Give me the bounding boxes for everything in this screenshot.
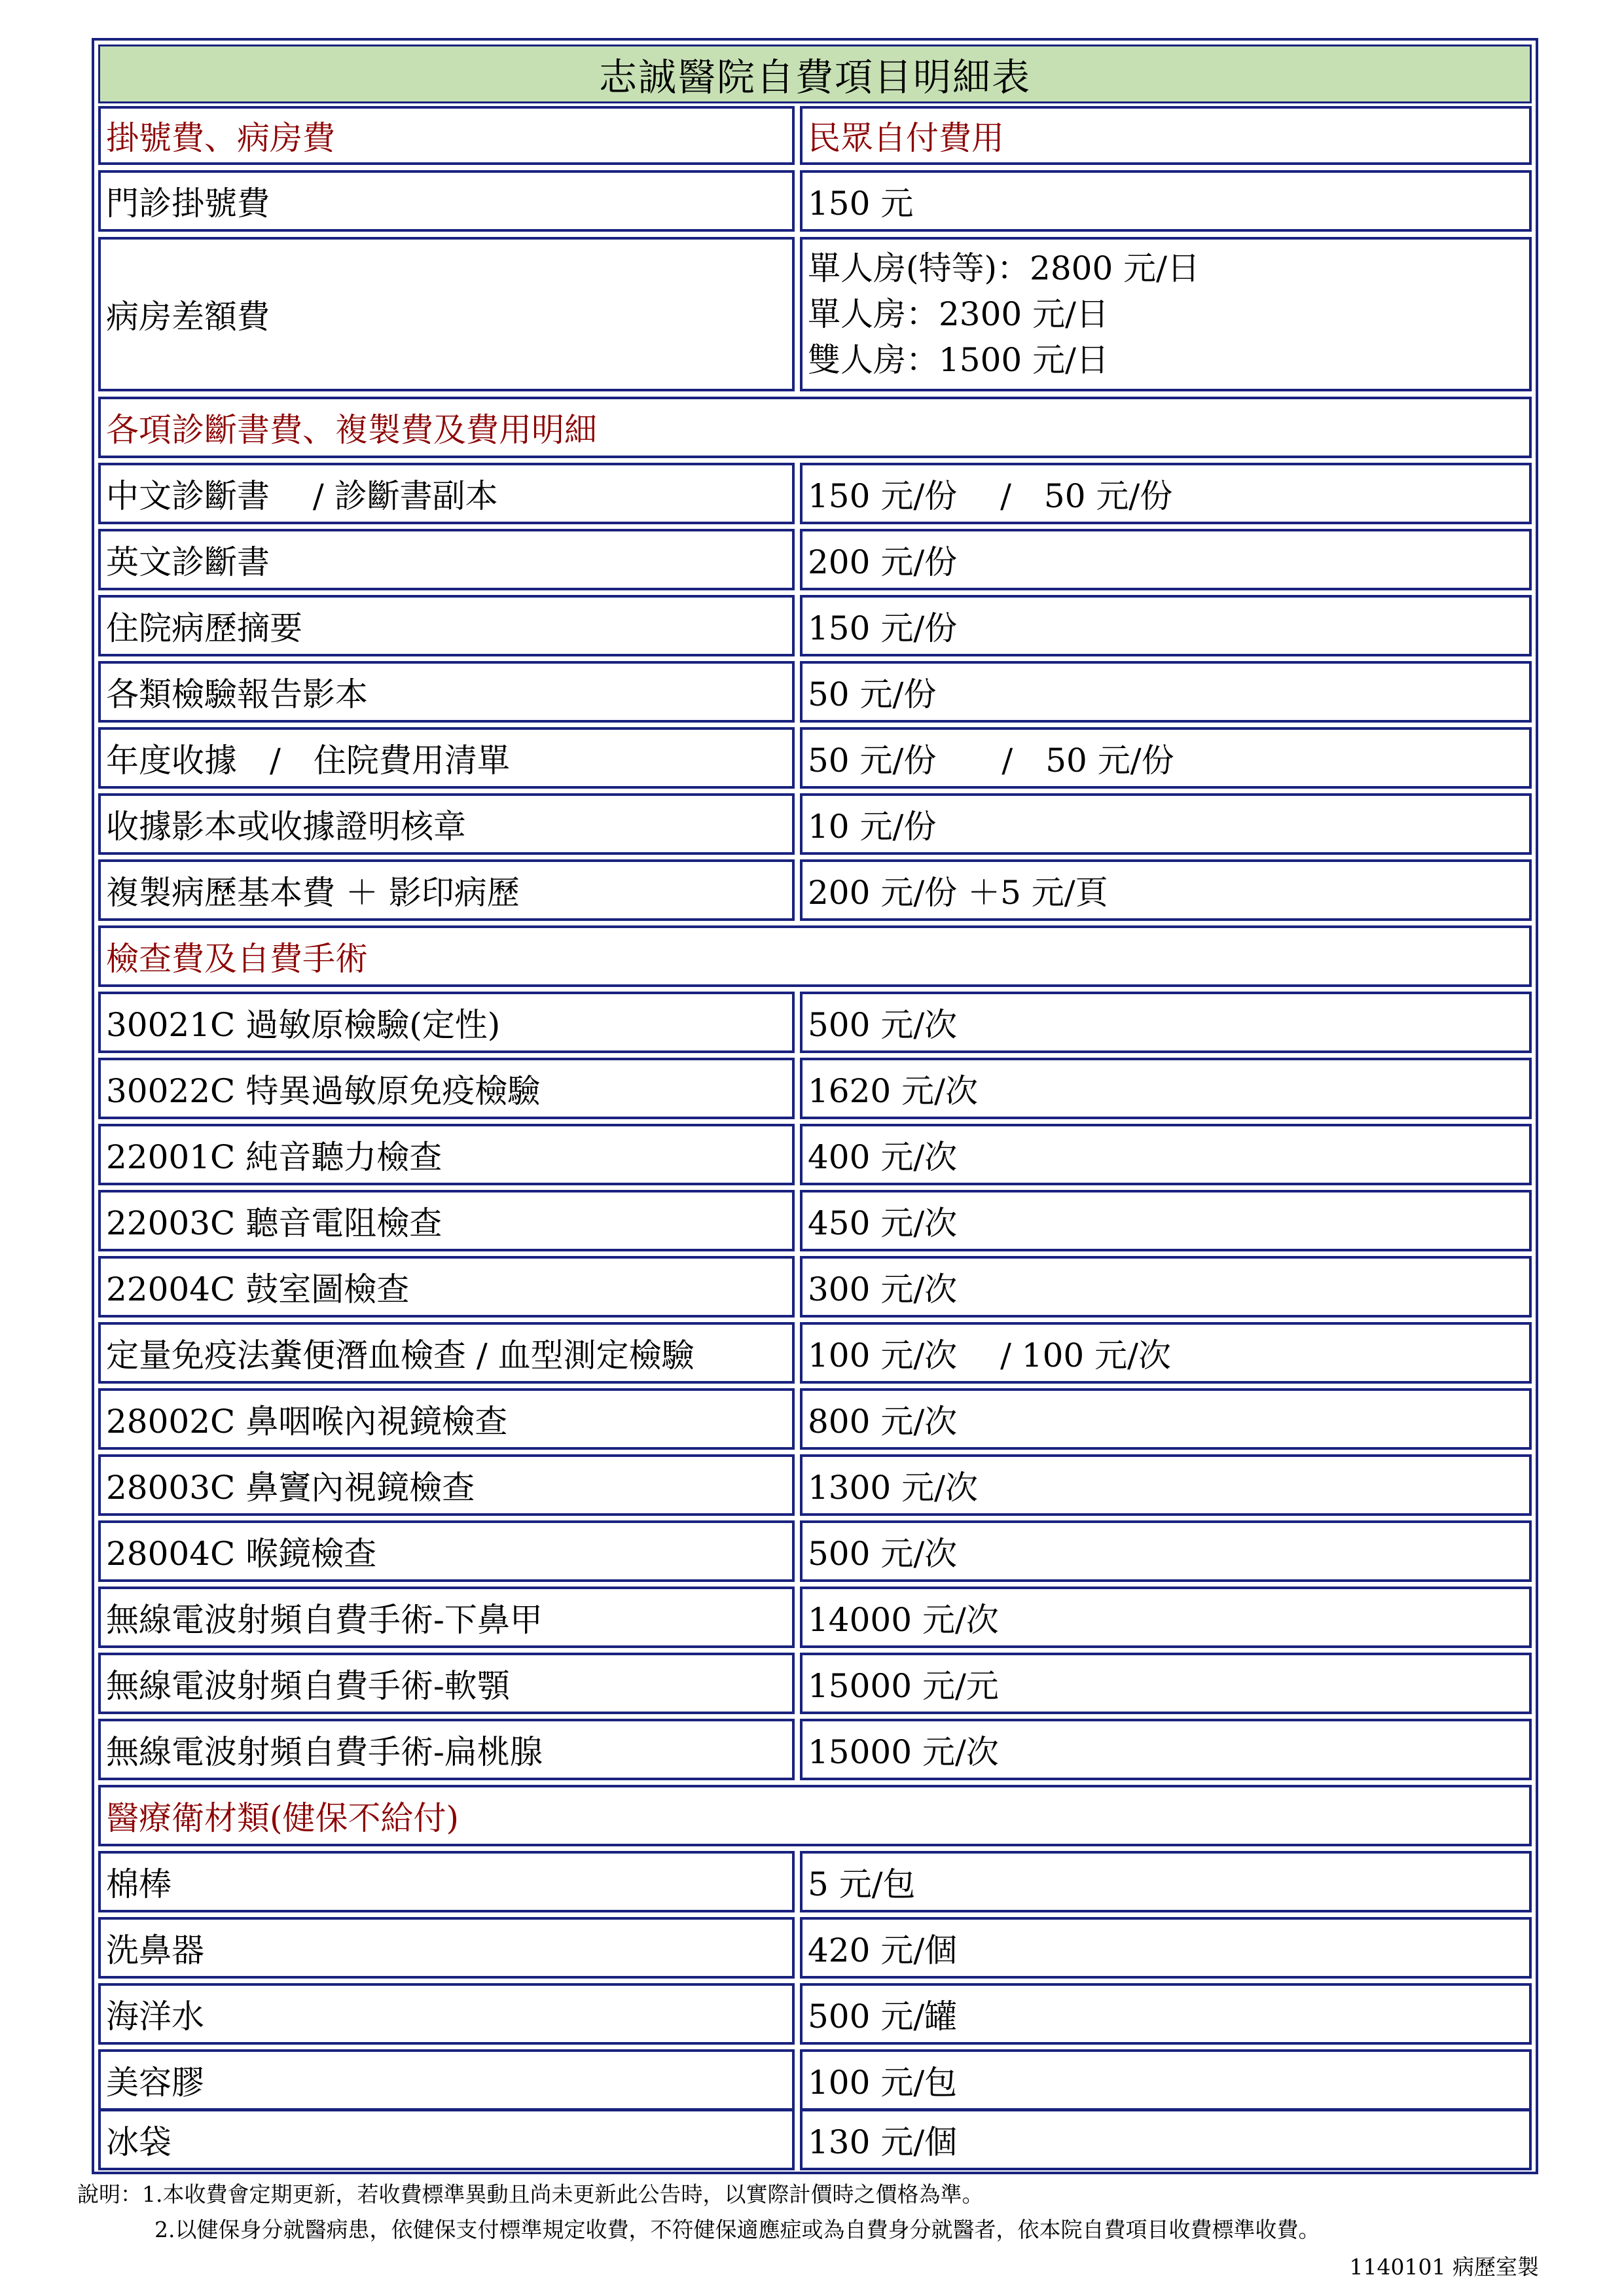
table-row-label: 28004C 喉鏡檢查	[98, 1520, 795, 1582]
note-1: 說明：1.本收費會定期更新，若收費標準異動且尚未更新此公告時，以實際計價時之價格為準。	[77, 2181, 984, 2207]
fee-table	[92, 38, 1538, 2174]
registration-label: 門診掛號費	[98, 170, 795, 232]
registration-value: 150 元	[800, 170, 1532, 232]
table-row-value: 500 元/次	[800, 1520, 1532, 1582]
table-row-value: 200 元/份	[800, 529, 1532, 590]
note-2: 2.以健保身分就醫病患，依健保支付標準規定收費，不符健保適應症或為自費身分就醫者，依本院自費項目收費標準收費。	[154, 2217, 1320, 2242]
table-row-value: 200 元/份 ＋5 元/頁	[800, 859, 1532, 921]
table-row-label: 無線電波射頻自費手術-扁桃腺	[98, 1719, 795, 1780]
header-right: 民眾自付費用	[800, 106, 1532, 165]
table-row-value: 5 元/包	[800, 1851, 1532, 1912]
section-exams: 檢查費及自費手術	[98, 925, 1532, 987]
table-row-label: 28002C 鼻咽喉內視鏡檢查	[98, 1388, 795, 1450]
table-row-value: 500 元/次	[800, 992, 1532, 1053]
table-row-value: 15000 元/元	[800, 1653, 1532, 1714]
header-left: 掛號費、病房費	[98, 106, 795, 165]
room-value-single: 單人房：2300 元/日	[808, 295, 1109, 333]
section-certificates: 各項診斷書費、複製費及費用明細	[98, 397, 1532, 458]
table-row-label: 30021C 過敏原檢驗(定性)	[98, 992, 795, 1053]
table-row-value: 100 元/包	[800, 2049, 1532, 2111]
table-row-label: 海洋水	[98, 1983, 795, 2045]
table-row-label: 複製病歷基本費 ＋ 影印病歷	[98, 859, 795, 921]
room-label: 病房差額費	[98, 237, 795, 391]
room-values	[800, 237, 1532, 391]
table-row-value: 50 元/份 / 50 元/份	[800, 727, 1532, 789]
table-row-label: 年度收據 / 住院費用清單	[98, 727, 795, 789]
table-row-value: 50 元/份	[800, 661, 1532, 723]
table-row-value: 500 元/罐	[800, 1983, 1532, 2045]
table-row-label: 22004C 鼓室圖檢查	[98, 1256, 795, 1318]
table-row-label: 洗鼻器	[98, 1917, 795, 1979]
table-row-value: 100 元/次 / 100 元/次	[800, 1322, 1532, 1384]
table-row-label: 住院病歷摘要	[98, 595, 795, 656]
table-row-label: 22001C 純音聽力檢查	[98, 1124, 795, 1185]
table-row-label: 30022C 特異過敏原免疫檢驗	[98, 1058, 795, 1119]
table-row-label: 無線電波射頻自費手術-軟顎	[98, 1653, 795, 1714]
table-row-label: 中文診斷書 / 診斷書副本	[98, 463, 795, 524]
table-row-value: 400 元/次	[800, 1124, 1532, 1185]
table-row-label: 各類檢驗報告影本	[98, 661, 795, 723]
table-row-value: 14000 元/次	[800, 1587, 1532, 1648]
table-row-value: 1620 元/次	[800, 1058, 1532, 1119]
table-row-label: 棉棒	[98, 1851, 795, 1912]
table-row-value: 450 元/次	[800, 1190, 1532, 1251]
table-row-label: 28003C 鼻竇內視鏡檢查	[98, 1454, 795, 1516]
table-row-label: 無線電波射頻自費手術-下鼻甲	[98, 1587, 795, 1648]
notes	[77, 2177, 1543, 2248]
table-row-value: 1300 元/次	[800, 1454, 1532, 1516]
table-row-value: 300 元/次	[800, 1256, 1532, 1318]
room-value-special: 單人房(特等)：2800 元/日	[808, 249, 1200, 287]
table-row-value: 800 元/次	[800, 1388, 1532, 1450]
page-title: 志誠醫院自費項目明細表	[98, 45, 1532, 103]
table-row-label: 收據影本或收據證明核章	[98, 793, 795, 855]
table-row-value: 420 元/個	[800, 1917, 1532, 1979]
footer-stamp: 1140101 病歷室製	[1349, 2254, 1539, 2280]
table-row-label: 冰袋	[98, 2109, 795, 2170]
table-row-label: 22003C 聽音電阻檢查	[98, 1190, 795, 1251]
table-row-label: 美容膠	[98, 2049, 795, 2111]
table-row-label: 定量免疫法糞便潛血檢查 / 血型測定檢驗	[98, 1322, 795, 1384]
table-row-value: 150 元/份	[800, 595, 1532, 656]
table-row-value: 150 元/份 / 50 元/份	[800, 463, 1532, 524]
room-value-double: 雙人房：1500 元/日	[808, 341, 1109, 379]
section-supplies: 醫療衛材類(健保不給付)	[98, 1785, 1532, 1846]
table-row-value: 130 元/個	[800, 2109, 1532, 2170]
table-row-label: 英文診斷書	[98, 529, 795, 590]
table-row-value: 15000 元/次	[800, 1719, 1532, 1780]
table-row-value: 10 元/份	[800, 793, 1532, 855]
